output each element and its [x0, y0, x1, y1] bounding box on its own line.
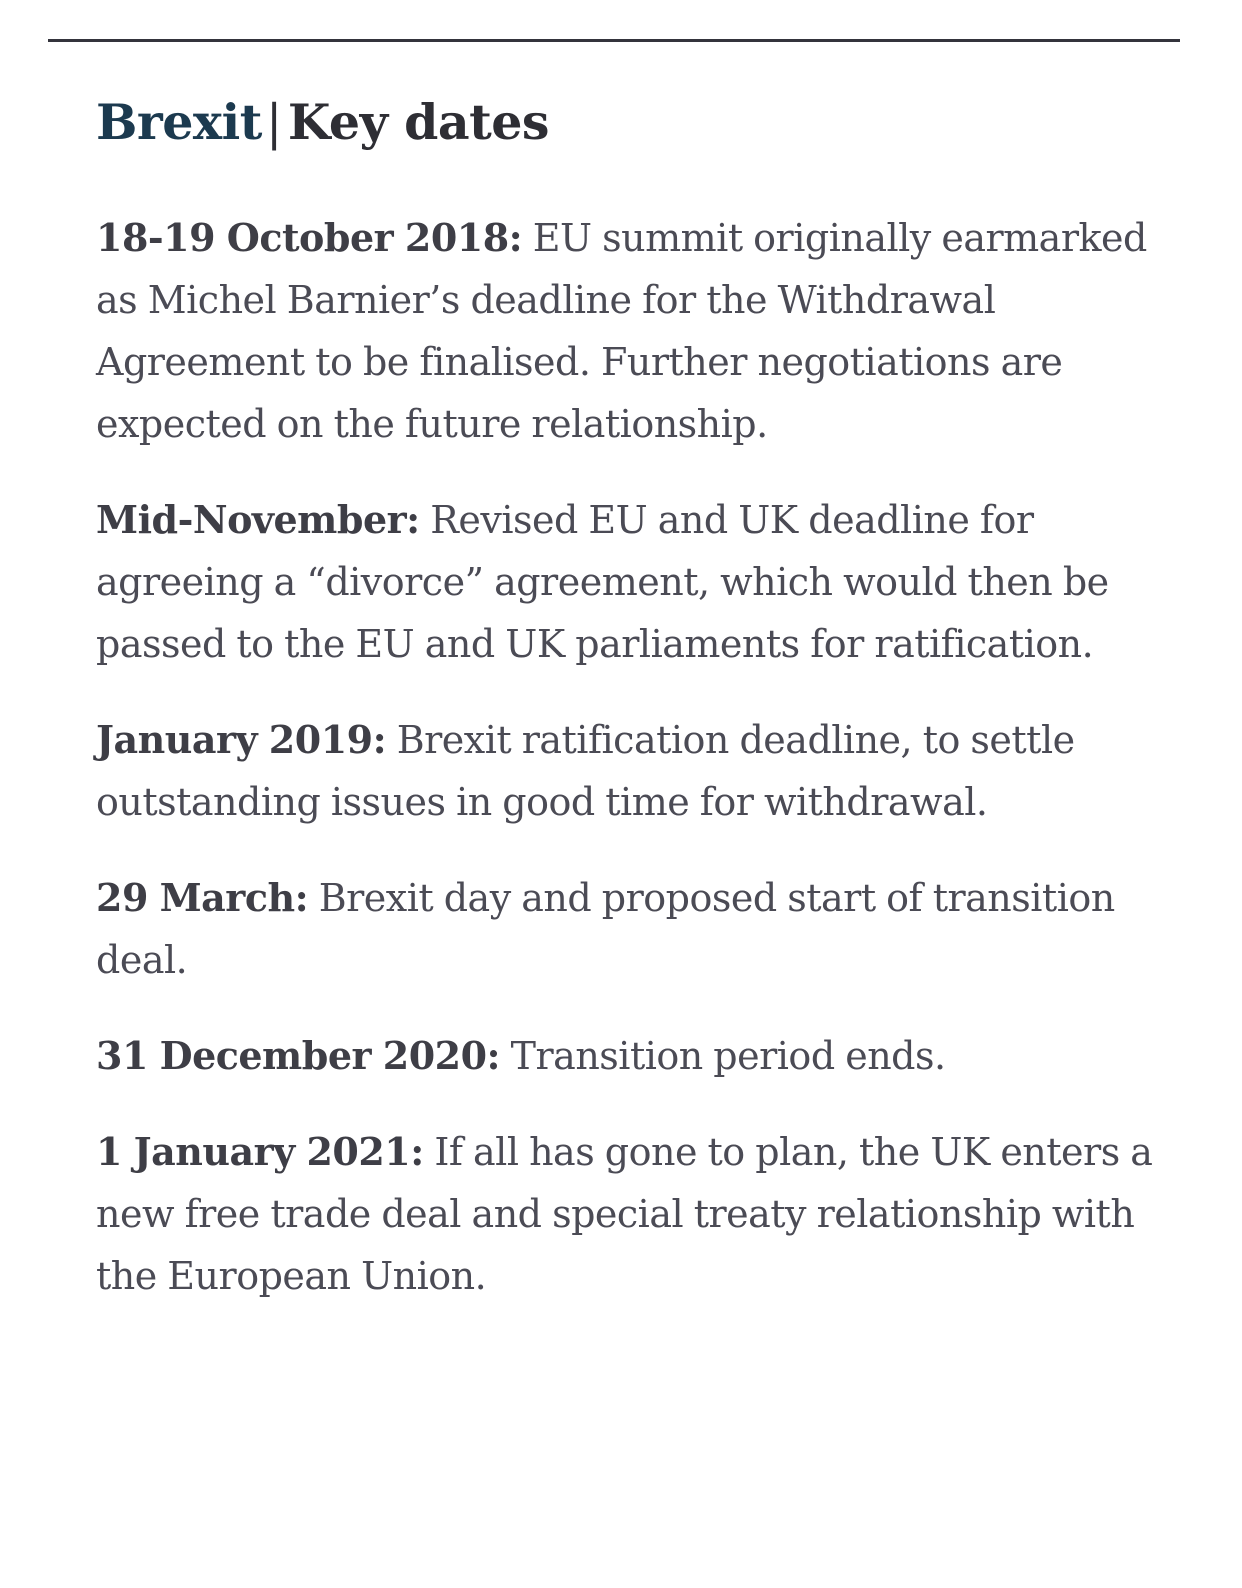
key-date-description: EU summit originally earmarked as Michel Barnier’s deadline for the Withdrawal Agreement to be finalised. Further negotiations are expected on the future relationship. [96, 216, 1147, 446]
box-heading [96, 90, 1156, 155]
key-date-description: If all has gone to plan, the UK enters a new free trade deal and special treaty relationship with the European Union. [96, 1130, 1153, 1298]
key-dates-box [96, 90, 1156, 1341]
key-date-item [96, 207, 1156, 455]
key-date-item [96, 709, 1156, 833]
key-date-item [96, 489, 1156, 675]
key-date-item [96, 867, 1156, 991]
key-date-description: Transition period ends. [510, 1034, 946, 1078]
key-date-description: Revised EU and UK deadline for agreeing a “divorce” agreement, which would then be passed to the EU and UK parliaments for ratification. [96, 498, 1109, 666]
heading-separator: | [265, 94, 282, 151]
key-date-item [96, 1025, 1156, 1087]
key-date-label: 29 March: [96, 875, 309, 920]
key-date-label: January 2019: [96, 717, 387, 762]
key-date-item [96, 1121, 1156, 1307]
key-dates-list [96, 207, 1156, 1307]
key-date-label: 31 December 2020: [96, 1033, 501, 1078]
top-divider [48, 39, 1180, 42]
key-date-label: Mid-November: [96, 497, 420, 542]
heading-title: Key dates [287, 93, 550, 151]
topic-label: Brexit [96, 93, 262, 151]
key-date-label: 18-19 October 2018: [96, 215, 523, 260]
key-date-description: Brexit day and proposed start of transition deal. [96, 876, 1115, 982]
key-date-description: Brexit ratification deadline, to settle outstanding issues in good time for withdrawal. [96, 718, 1075, 824]
key-date-label: 1 January 2021: [96, 1129, 424, 1174]
